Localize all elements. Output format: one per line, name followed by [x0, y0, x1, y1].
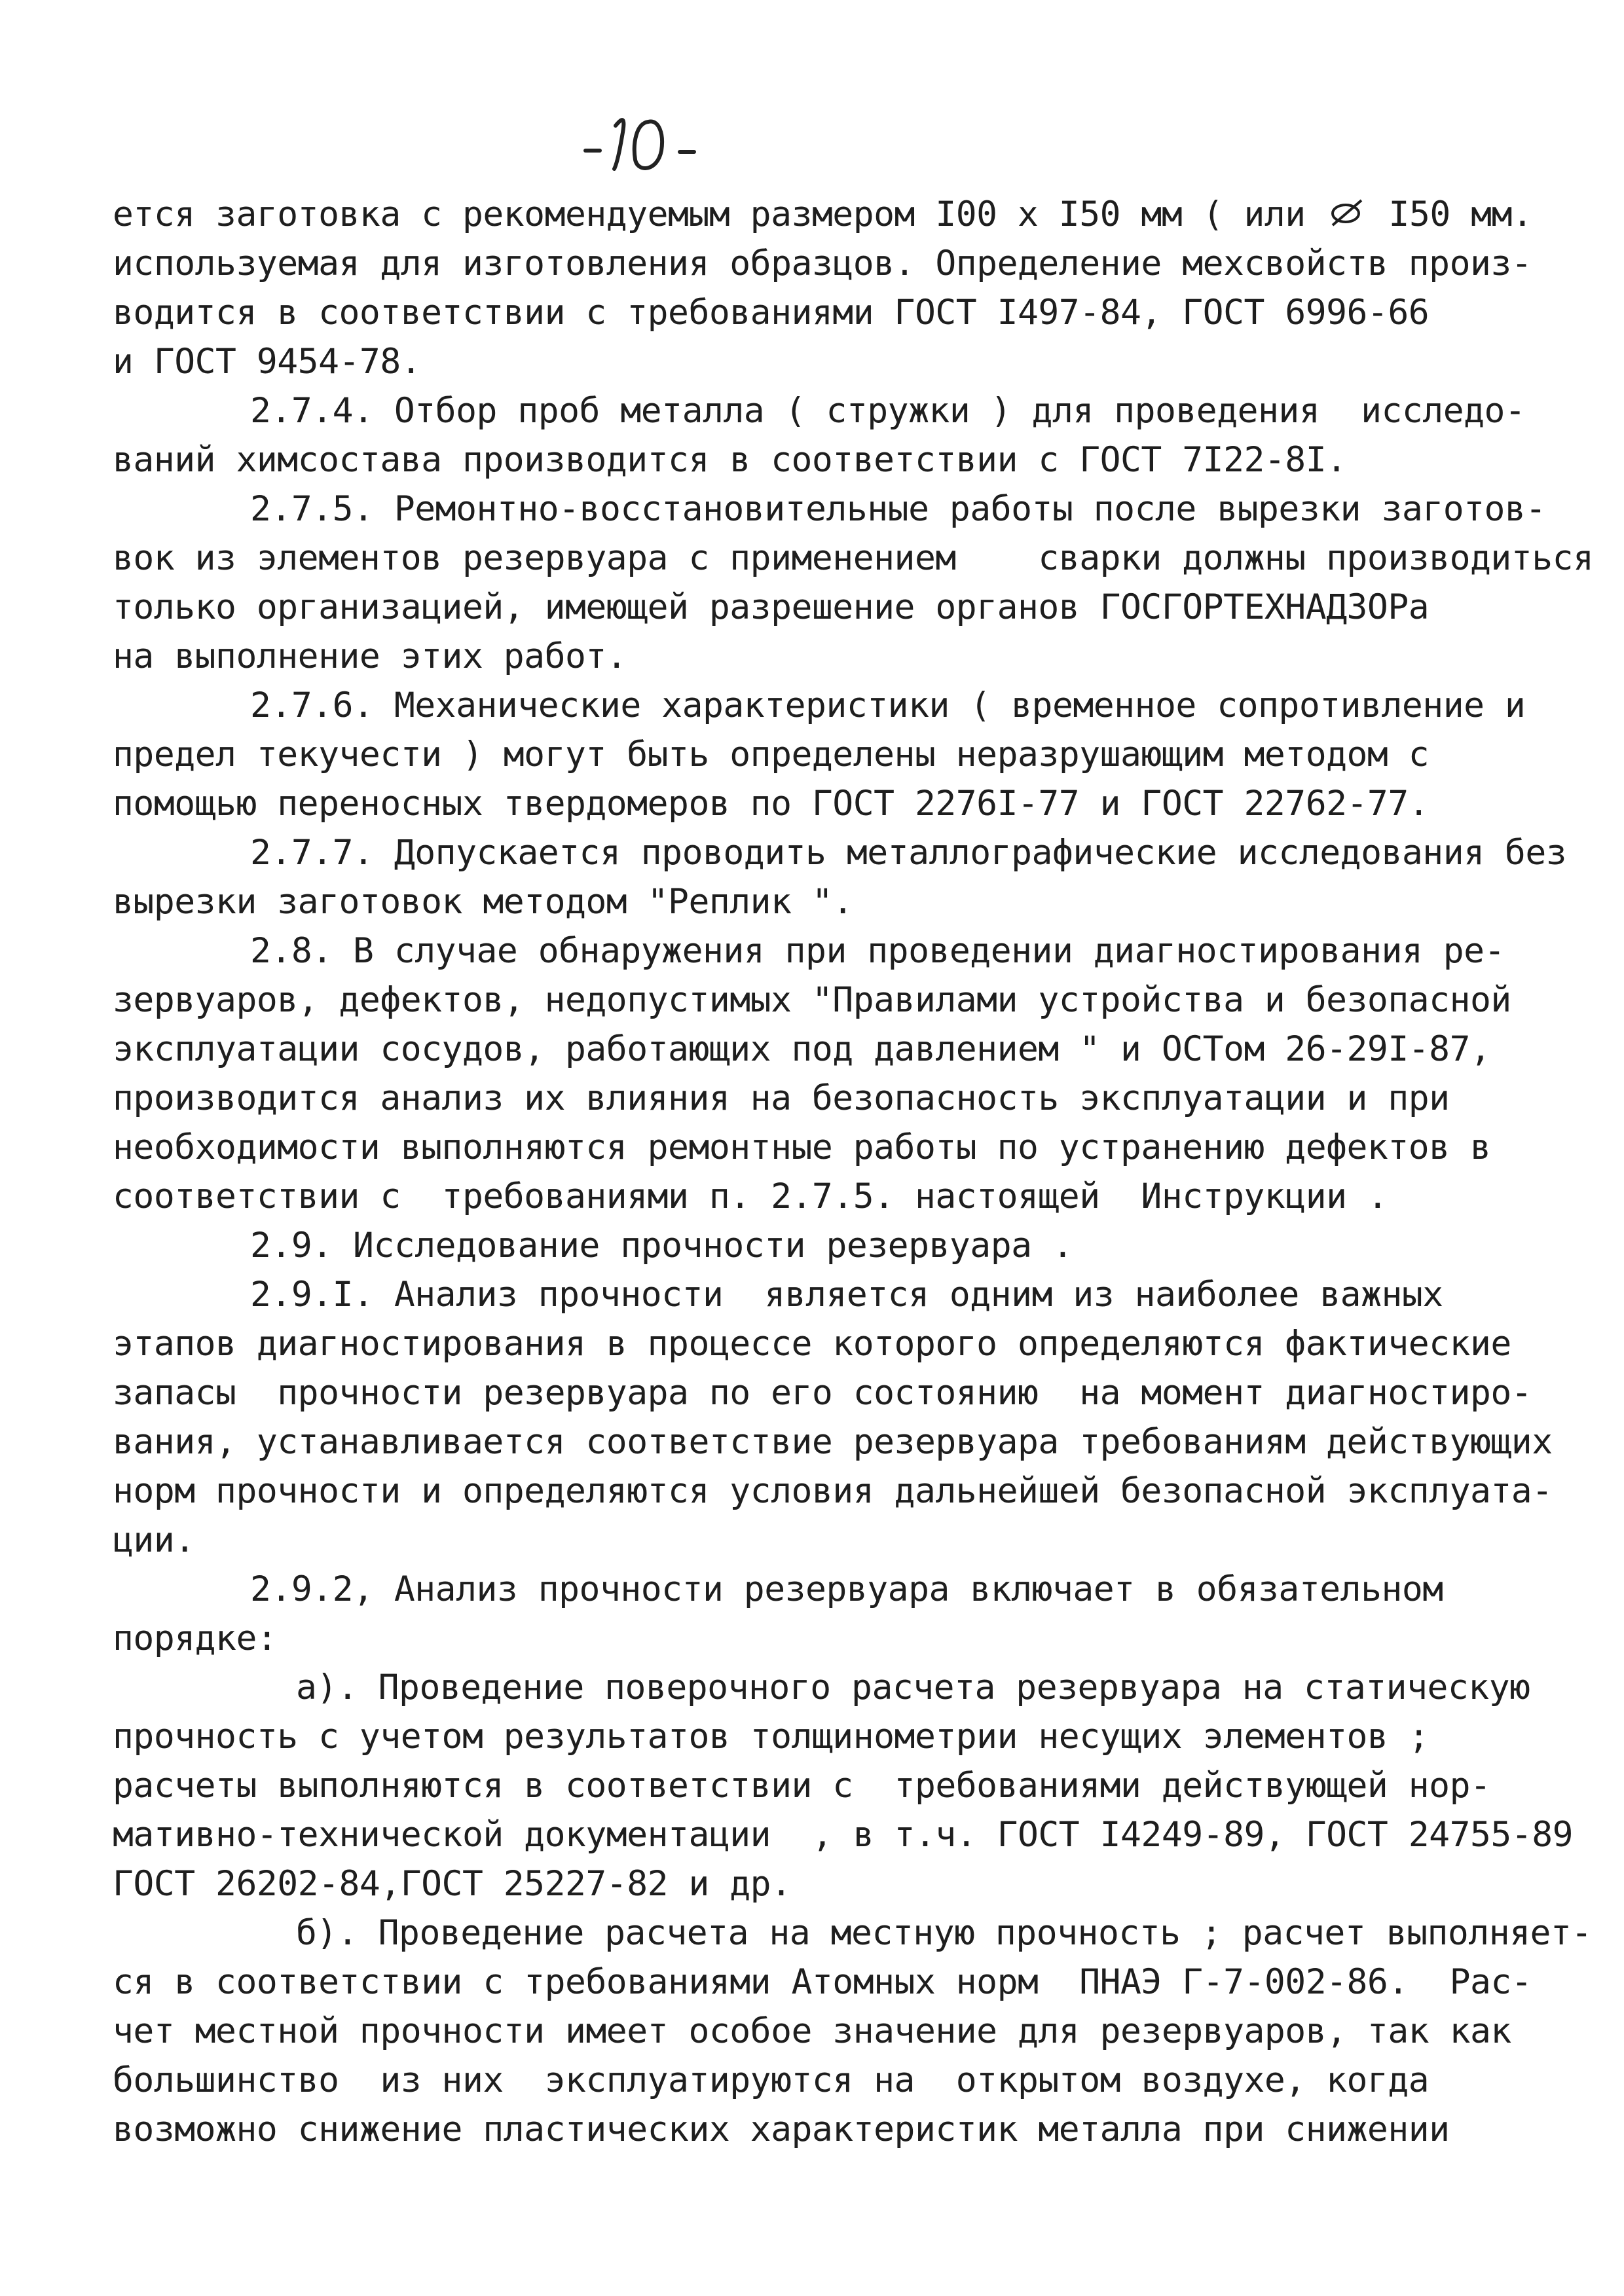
text-line: ции.: [113, 1520, 195, 1560]
list-item-a: а). Проведение поверочного расчета резервуара на статическую: [296, 1667, 1530, 1707]
text-line: водится в соответствии с требованиями ГОСТ I497-84, ГОСТ 6996-66: [113, 293, 1430, 333]
text-line: предел текучести ) могут быть определены неразрушающим методом с: [113, 735, 1430, 774]
text-line: возможно снижение пластических характеристик металла при снижении: [113, 2109, 1450, 2149]
paragraph-2-9-2: 2.9.2, Анализ прочности резервуара включает в обязательном: [250, 1569, 1443, 1609]
paragraph-2-7-6: 2.7.6. Механические характеристики ( временное сопротивление и: [250, 685, 1526, 725]
text-line: ваний химсостава производится в соответствии с ГОСТ 7I22-8I.: [113, 440, 1347, 480]
handwritten-page-number: [576, 98, 707, 183]
paragraph-2-7-7: 2.7.7. Допускается проводить металлографические исследования без: [250, 833, 1567, 873]
paragraph-2-8: 2.8. В случае обнаружения при проведении диагностирования ре-: [250, 931, 1505, 971]
section-heading-2-9: 2.9. Исследование прочности резервуара .: [250, 1226, 1073, 1266]
text-line: прочность с учетом результатов толщинометрии несущих элементов ;: [113, 1717, 1430, 1757]
text-line: вырезки заготовок методом "Реплик ".: [113, 882, 853, 922]
text-line: и ГОСТ 9454-78.: [113, 342, 422, 382]
text-line: большинство из них эксплуатируются на открытом воздухе, когда: [113, 2060, 1430, 2100]
text-line: зервуаров, дефектов, недопустимых "Правилами устройства и безопасной: [113, 980, 1511, 1020]
paragraph-2-9-1: 2.9.I. Анализ прочности является одним из наиболее важных: [250, 1275, 1443, 1315]
text-line: используемая для изготовления образцов. Определение мехсвойств произ-: [113, 244, 1532, 283]
text-line: чет местной прочности имеет особое значение для резервуаров, так как: [113, 2011, 1511, 2051]
text-line: норм прочности и определяются условия дальнейшей безопасной эксплуата-: [113, 1471, 1553, 1511]
text-segment: ется заготовка с рекомендуемым размером I00 х I50 мм ( или: [113, 194, 1327, 234]
diameter-symbol-icon: [1326, 192, 1368, 241]
list-item-b: б). Проведение расчета на местную прочность ; расчет выполняет-: [296, 1913, 1592, 1953]
text-line: помощью переносных твердомеров по ГОСТ 2276I-77 и ГОСТ 22762-77.: [113, 784, 1430, 824]
paragraph-2-7-4: 2.7.4. Отбор проб металла ( стружки ) для проведения исследо-: [250, 391, 1526, 431]
paragraph-2-7-5: 2.7.5. Ремонтно-восстановительные работы после вырезки заготов-: [250, 489, 1546, 529]
text-line: этапов диагностирования в процессе которого определяются фактические: [113, 1324, 1511, 1364]
text-line: необходимости выполняются ремонтные работы по устранению дефектов в: [113, 1127, 1491, 1167]
text-line: мативно-технической документации , в т.ч. ГОСТ I4249-89, ГОСТ 24755-89: [113, 1815, 1574, 1855]
text-line: ГОСТ 26202-84,ГОСТ 25227-82 и др.: [113, 1864, 792, 1904]
text-line: вок из элементов резервуара с применением сварки должны производиться: [113, 538, 1594, 578]
text-line: запасы прочности резервуара по его состоянию на момент диагностиро-: [113, 1373, 1532, 1413]
text-line: расчеты выполняются в соответствии с требованиями действующей нор-: [113, 1766, 1491, 1806]
text-segment: I50 мм.: [1368, 194, 1533, 234]
text-line: ся в соответствии с требованиями Атомных норм ПНАЭ Г-7-002-86. Рас-: [113, 1962, 1532, 2002]
text-line: порядке:: [113, 1618, 278, 1658]
page-number: [576, 98, 707, 183]
text-line: только организацией, имеющей разрешение органов ГОСГОРТЕХНАДЗОРа: [113, 587, 1430, 627]
text-line: вания, устанавливается соответствие резервуара требованиям действующих: [113, 1422, 1553, 1462]
text-line: соответствии с требованиями п. 2.7.5. настоящей Инструкции .: [113, 1176, 1388, 1216]
document-body: [113, 190, 1594, 2154]
text-line: на выполнение этих работ.: [113, 636, 627, 676]
text-line: [113, 190, 1533, 239]
text-line: производится анализ их влияния на безопасность эксплуатации и при: [113, 1078, 1450, 1118]
text-line: эксплуатации сосудов, работающих под давлением " и ОСТом 26-29I-87,: [113, 1029, 1491, 1069]
